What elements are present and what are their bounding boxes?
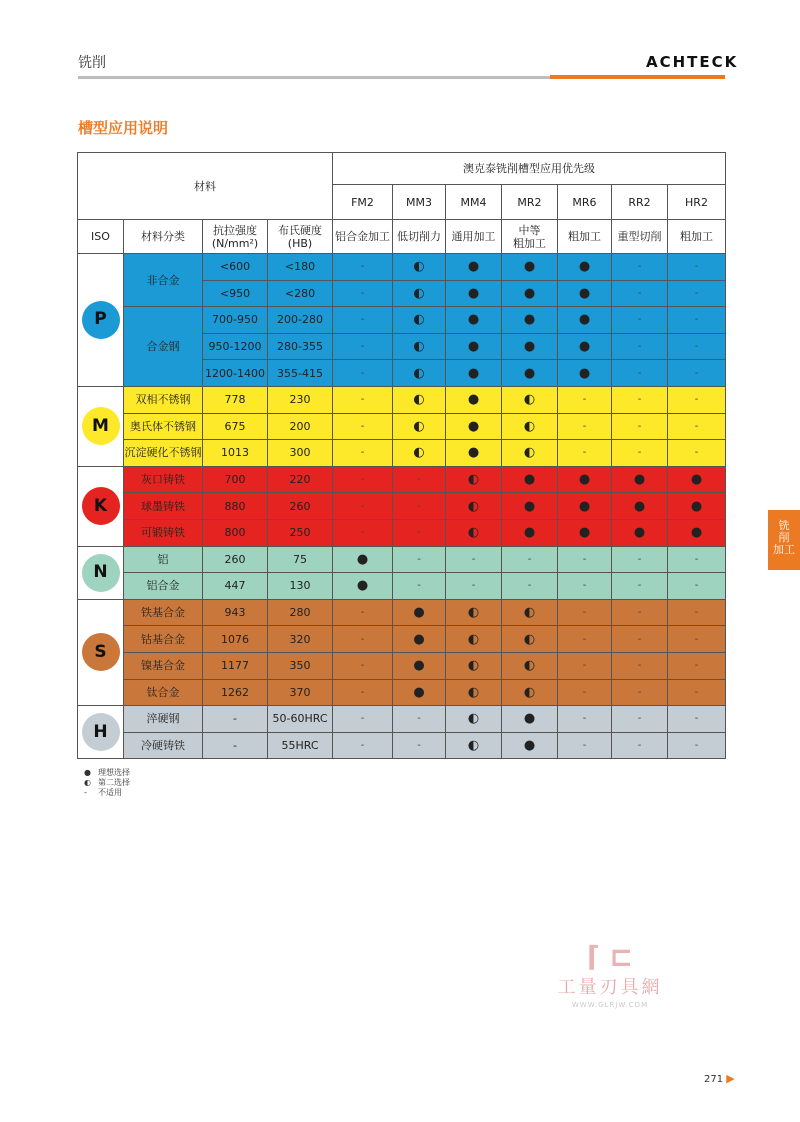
not-applicable-icon: -	[558, 386, 612, 413]
table-row	[78, 254, 726, 281]
second-choice-icon: ◐	[502, 626, 558, 653]
iso-header: ISO	[78, 220, 124, 254]
not-applicable-icon: -	[333, 307, 393, 334]
table-row	[78, 652, 726, 679]
table-row	[78, 519, 726, 546]
not-applicable-icon: -	[333, 440, 393, 467]
tensile-strength: 943	[203, 599, 268, 626]
groove-code-mr6: MR6	[558, 185, 612, 220]
brinell-hardness: 350	[268, 652, 333, 679]
ideal-choice-icon: ●	[502, 333, 558, 360]
section-title: 槽型应用说明	[78, 119, 169, 137]
material-category: 冷硬铸铁	[124, 732, 203, 759]
page-number-text: 271	[704, 1074, 724, 1085]
table-row	[78, 440, 726, 467]
not-applicable-icon: -	[612, 360, 668, 387]
iso-group-k	[78, 466, 124, 546]
brinell-hardness: 230	[268, 386, 333, 413]
brinell-hardness: 55HRC	[268, 732, 333, 759]
not-applicable-icon: -	[668, 413, 726, 440]
side-tab-line2: 削	[778, 531, 790, 544]
not-applicable-icon: -	[393, 519, 446, 546]
table-row	[78, 546, 726, 573]
second-choice-icon: ◐	[446, 626, 502, 653]
not-applicable-icon: -	[393, 466, 446, 493]
not-applicable-icon: -	[333, 679, 393, 706]
watermark-url: WWW.GLRJW.COM	[571, 1001, 649, 1009]
not-applicable-icon: -	[558, 732, 612, 759]
second-choice-icon: ◐	[393, 333, 446, 360]
not-applicable-icon: -	[668, 360, 726, 387]
watermark	[545, 940, 675, 1009]
not-applicable-icon: -	[612, 440, 668, 467]
groove-use-rr2: 重型切削	[612, 220, 668, 254]
second-choice-icon: ◐	[393, 254, 446, 281]
tensile-strength: 778	[203, 386, 268, 413]
not-applicable-icon: -	[668, 652, 726, 679]
not-applicable-icon: -	[333, 493, 393, 520]
tensile-strength: 1076	[203, 626, 268, 653]
not-applicable-icon: -	[333, 280, 393, 307]
header-divider-orange	[550, 75, 725, 79]
not-applicable-icon: -	[558, 679, 612, 706]
material-category: 双相不锈钢	[124, 386, 203, 413]
iso-badge: S	[82, 633, 120, 671]
not-applicable-icon: -	[612, 546, 668, 573]
not-applicable-icon: -	[333, 626, 393, 653]
not-applicable-icon: -	[612, 732, 668, 759]
material-category: 可锻铸铁	[124, 519, 203, 546]
legend-item-ideal	[84, 768, 130, 778]
not-applicable-icon: -	[446, 546, 502, 573]
tensile-strength: 800	[203, 519, 268, 546]
watermark-logo-icon: ⌈ ⊏	[586, 940, 633, 973]
side-tab-line1: 铣	[778, 519, 790, 532]
ideal-choice-icon: ●	[502, 466, 558, 493]
not-applicable-icon: -	[668, 440, 726, 467]
material-category: 奥氏体不锈钢	[124, 413, 203, 440]
brinell-hardness: 75	[268, 546, 333, 573]
brinell-hardness: 200	[268, 413, 333, 440]
ideal-choice-icon: ●	[502, 280, 558, 307]
tensile-strength: <950	[203, 280, 268, 307]
not-applicable-icon: -	[333, 599, 393, 626]
side-tab-line3: 加工	[773, 543, 795, 556]
tensile-strength: 1200-1400	[203, 360, 268, 387]
groove-code-mr2: MR2	[502, 185, 558, 220]
material-category: 沉淀硬化不锈钢	[124, 440, 203, 467]
material-category: 灰口铸铁	[124, 466, 203, 493]
second-choice-icon: ◐	[446, 706, 502, 733]
not-applicable-icon: -	[558, 706, 612, 733]
brinell-hardness: 280-355	[268, 333, 333, 360]
not-applicable-icon: -	[558, 599, 612, 626]
brinell-hardness: 280	[268, 599, 333, 626]
ideal-choice-icon: ●	[333, 546, 393, 573]
not-applicable-icon: -	[668, 706, 726, 733]
not-applicable-icon: -	[612, 626, 668, 653]
ideal-choice-icon: ●	[612, 466, 668, 493]
tensile-strength: 1262	[203, 679, 268, 706]
not-applicable-icon: -	[333, 413, 393, 440]
ideal-choice-icon: ●	[446, 254, 502, 281]
second-choice-icon: ◐	[84, 778, 91, 787]
second-choice-icon: ◐	[502, 386, 558, 413]
ideal-choice-icon: ●	[393, 679, 446, 706]
not-applicable-icon: -	[333, 652, 393, 679]
material-category: 钛合金	[124, 679, 203, 706]
brinell-hardness: 355-415	[268, 360, 333, 387]
tensile-strength: 675	[203, 413, 268, 440]
ideal-choice-icon: ●	[502, 360, 558, 387]
second-choice-icon: ◐	[502, 413, 558, 440]
tensile-strength: -	[203, 732, 268, 759]
not-applicable-icon: -	[333, 333, 393, 360]
watermark-name: 工量刃具網	[557, 977, 663, 998]
not-applicable-icon: -	[502, 546, 558, 573]
legend-label: 第二选择	[98, 778, 130, 787]
not-applicable-icon: -	[333, 519, 393, 546]
ideal-choice-icon: ●	[558, 254, 612, 281]
not-applicable-icon: -	[612, 652, 668, 679]
not-applicable-icon: -	[558, 546, 612, 573]
iso-badge: K	[82, 487, 120, 525]
not-applicable-icon: -	[612, 679, 668, 706]
not-applicable-icon: -	[84, 788, 87, 797]
not-applicable-icon: -	[558, 652, 612, 679]
not-applicable-icon: -	[333, 706, 393, 733]
groove-use-fm2: 铝合金加工	[333, 220, 393, 254]
not-applicable-icon: -	[612, 280, 668, 307]
ideal-choice-icon: ●	[502, 519, 558, 546]
brinell-hardness: 50-60HRC	[268, 706, 333, 733]
not-applicable-icon: -	[668, 679, 726, 706]
not-applicable-icon: -	[502, 573, 558, 600]
tensile-strength: 700-950	[203, 307, 268, 334]
ideal-choice-icon: ●	[446, 360, 502, 387]
groove-use-mm3: 低切削力	[393, 220, 446, 254]
groove-use-mr2: 中等 粗加工	[502, 220, 558, 254]
ideal-choice-icon: ●	[668, 493, 726, 520]
second-choice-icon: ◐	[446, 466, 502, 493]
groove-use-mm4: 通用加工	[446, 220, 502, 254]
brinell-hardness: 300	[268, 440, 333, 467]
not-applicable-icon: -	[393, 573, 446, 600]
not-applicable-icon: -	[668, 386, 726, 413]
iso-badge: N	[82, 554, 120, 592]
ideal-choice-icon: ●	[558, 466, 612, 493]
tensile-strength: 880	[203, 493, 268, 520]
hardness-header-line2: (HB)	[287, 236, 313, 250]
brinell-hardness: 320	[268, 626, 333, 653]
brinell-hardness: 200-280	[268, 307, 333, 334]
material-category: 球墨铸铁	[124, 493, 203, 520]
ideal-choice-icon: ●	[612, 493, 668, 520]
brinell-hardness: 250	[268, 519, 333, 546]
not-applicable-icon: -	[668, 626, 726, 653]
not-applicable-icon: -	[612, 413, 668, 440]
table-row	[78, 307, 726, 334]
not-applicable-icon: -	[333, 732, 393, 759]
iso-badge: H	[82, 713, 120, 751]
ideal-choice-icon: ●	[558, 493, 612, 520]
groove-code-mm3: MM3	[393, 185, 446, 220]
groove-code-rr2: RR2	[612, 185, 668, 220]
not-applicable-icon: -	[558, 573, 612, 600]
ideal-choice-icon: ●	[502, 307, 558, 334]
brinell-hardness: 220	[268, 466, 333, 493]
ideal-choice-icon: ●	[558, 519, 612, 546]
material-category: 淬硬钢	[124, 706, 203, 733]
tensile-strength: 1013	[203, 440, 268, 467]
not-applicable-icon: -	[668, 732, 726, 759]
ideal-choice-icon: ●	[502, 732, 558, 759]
table-row	[78, 413, 726, 440]
tensile-strength: -	[203, 706, 268, 733]
table-row	[78, 466, 726, 493]
not-applicable-icon: -	[612, 706, 668, 733]
iso-group-p	[78, 254, 124, 387]
hardness-header	[268, 220, 333, 254]
brinell-hardness: 130	[268, 573, 333, 600]
category-header: 材料分类	[124, 220, 203, 254]
ideal-choice-icon: ●	[84, 768, 91, 777]
ideal-choice-icon: ●	[393, 599, 446, 626]
table-row	[78, 386, 726, 413]
brand-logo: ACHTECK	[646, 53, 739, 71]
tensile-strength: 950-1200	[203, 333, 268, 360]
second-choice-icon: ◐	[502, 599, 558, 626]
groove-code-fm2: FM2	[333, 185, 393, 220]
tensile-strength: 447	[203, 573, 268, 600]
not-applicable-icon: -	[668, 546, 726, 573]
iso-badge: P	[82, 301, 120, 339]
material-category: 合金钢	[124, 307, 203, 387]
second-choice-icon: ◐	[502, 440, 558, 467]
tensile-header	[203, 220, 268, 254]
table-row	[78, 493, 726, 520]
ideal-choice-icon: ●	[502, 493, 558, 520]
not-applicable-icon: -	[393, 546, 446, 573]
ideal-choice-icon: ●	[668, 519, 726, 546]
iso-badge: M	[82, 407, 120, 445]
not-applicable-icon: -	[612, 307, 668, 334]
ideal-choice-icon: ●	[446, 280, 502, 307]
iso-group-s	[78, 599, 124, 705]
not-applicable-icon: -	[668, 254, 726, 281]
ideal-choice-icon: ●	[393, 626, 446, 653]
ideal-choice-icon: ●	[446, 413, 502, 440]
not-applicable-icon: -	[333, 386, 393, 413]
second-choice-icon: ◐	[393, 307, 446, 334]
brinell-hardness: 260	[268, 493, 333, 520]
priority-header: 澳克泰铣削槽型应用优先级	[333, 153, 726, 185]
not-applicable-icon: -	[446, 573, 502, 600]
table-row	[78, 573, 726, 600]
groove-application-table	[77, 152, 726, 759]
not-applicable-icon: -	[393, 732, 446, 759]
legend-item-na	[84, 788, 130, 798]
not-applicable-icon: -	[333, 466, 393, 493]
not-applicable-icon: -	[612, 333, 668, 360]
tensile-strength: 1177	[203, 652, 268, 679]
ideal-choice-icon: ●	[446, 440, 502, 467]
second-choice-icon: ◐	[446, 519, 502, 546]
not-applicable-icon: -	[558, 626, 612, 653]
ideal-choice-icon: ●	[558, 360, 612, 387]
iso-group-n	[78, 546, 124, 599]
ideal-choice-icon: ●	[558, 307, 612, 334]
not-applicable-icon: -	[612, 599, 668, 626]
page-arrow-icon: ▶	[726, 1072, 735, 1085]
groove-use-mr6: 粗加工	[558, 220, 612, 254]
ideal-choice-icon: ●	[612, 519, 668, 546]
groove-code-mm4: MM4	[446, 185, 502, 220]
second-choice-icon: ◐	[393, 280, 446, 307]
legend	[84, 768, 130, 798]
groove-use-hr2: 粗加工	[668, 220, 726, 254]
not-applicable-icon: -	[558, 413, 612, 440]
not-applicable-icon: -	[668, 573, 726, 600]
second-choice-icon: ◐	[393, 413, 446, 440]
not-applicable-icon: -	[333, 360, 393, 387]
material-category: 非合金	[124, 254, 203, 307]
table-row	[78, 626, 726, 653]
legend-label: 理想选择	[98, 768, 130, 777]
page-header-title: 铣削	[78, 55, 106, 71]
legend-label: 不适用	[98, 788, 122, 797]
brinell-hardness: <280	[268, 280, 333, 307]
ideal-choice-icon: ●	[446, 386, 502, 413]
tensile-strength: 700	[203, 466, 268, 493]
brinell-hardness: <180	[268, 254, 333, 281]
ideal-choice-icon: ●	[393, 652, 446, 679]
not-applicable-icon: -	[668, 599, 726, 626]
second-choice-icon: ◐	[393, 360, 446, 387]
tensile-header-line1: 抗拉强度	[213, 223, 257, 237]
second-choice-icon: ◐	[446, 679, 502, 706]
table-row	[78, 706, 726, 733]
ideal-choice-icon: ●	[502, 706, 558, 733]
second-choice-icon: ◐	[502, 679, 558, 706]
iso-group-h	[78, 706, 124, 759]
not-applicable-icon: -	[333, 254, 393, 281]
second-choice-icon: ◐	[393, 386, 446, 413]
not-applicable-icon: -	[612, 254, 668, 281]
not-applicable-icon: -	[668, 333, 726, 360]
material-category: 铝合金	[124, 573, 203, 600]
hardness-header-line1: 布氏硬度	[278, 223, 322, 237]
ideal-choice-icon: ●	[668, 466, 726, 493]
not-applicable-icon: -	[612, 386, 668, 413]
material-category: 铝	[124, 546, 203, 573]
second-choice-icon: ◐	[446, 599, 502, 626]
header-divider-gray	[78, 76, 550, 79]
second-choice-icon: ◐	[446, 732, 502, 759]
groove-code-hr2: HR2	[668, 185, 726, 220]
not-applicable-icon: -	[558, 440, 612, 467]
ideal-choice-icon: ●	[502, 254, 558, 281]
material-header: 材料	[78, 153, 333, 220]
ideal-choice-icon: ●	[333, 573, 393, 600]
ideal-choice-icon: ●	[558, 333, 612, 360]
legend-item-second	[84, 778, 130, 788]
not-applicable-icon: -	[668, 280, 726, 307]
table-row	[78, 732, 726, 759]
side-tab-milling[interactable]	[768, 510, 800, 570]
tensile-strength: <600	[203, 254, 268, 281]
not-applicable-icon: -	[393, 706, 446, 733]
iso-group-m	[78, 386, 124, 466]
material-category: 镍基合金	[124, 652, 203, 679]
second-choice-icon: ◐	[446, 493, 502, 520]
second-choice-icon: ◐	[393, 440, 446, 467]
page-number	[704, 1072, 735, 1085]
tensile-header-line2: (N/mm²)	[211, 236, 259, 250]
table-row	[78, 599, 726, 626]
not-applicable-icon: -	[612, 573, 668, 600]
not-applicable-icon: -	[668, 307, 726, 334]
brinell-hardness: 370	[268, 679, 333, 706]
table-row	[78, 679, 726, 706]
second-choice-icon: ◐	[502, 652, 558, 679]
ideal-choice-icon: ●	[446, 333, 502, 360]
not-applicable-icon: -	[393, 493, 446, 520]
ideal-choice-icon: ●	[446, 307, 502, 334]
material-category: 铁基合金	[124, 599, 203, 626]
ideal-choice-icon: ●	[558, 280, 612, 307]
tensile-strength: 260	[203, 546, 268, 573]
material-category: 钴基合金	[124, 626, 203, 653]
second-choice-icon: ◐	[446, 652, 502, 679]
